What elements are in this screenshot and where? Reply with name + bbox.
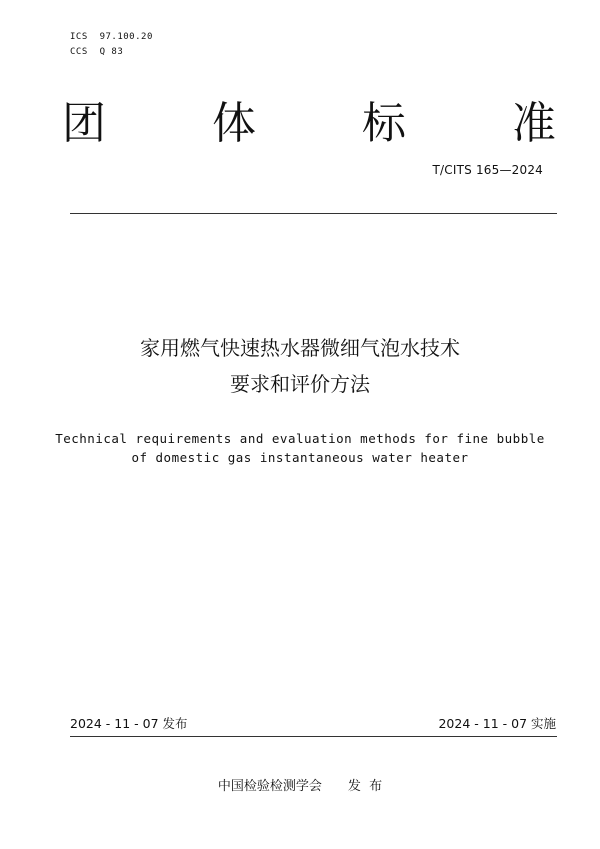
publisher-line (0, 775, 600, 794)
chinese-title (0, 330, 600, 402)
ics-code: ICS 97.100.20 (70, 32, 153, 42)
ccs-code: CCS Q 83 (70, 47, 124, 57)
document-type-title (62, 96, 556, 152)
title-char-1: 团 (62, 98, 106, 149)
classification-codes (70, 30, 153, 60)
publisher-action: 发 布 (347, 779, 383, 794)
issue-date: 2024 - 11 - 07 发布 (70, 716, 188, 731)
chinese-title-line-1: 家用燃气快速热水器微细气泡水技术 (140, 336, 460, 360)
bottom-divider (70, 736, 557, 737)
title-char-3: 标 (362, 98, 406, 149)
top-divider (70, 213, 557, 214)
chinese-title-line-2: 要求和评价方法 (230, 372, 370, 396)
title-char-2: 体 (212, 98, 256, 149)
standard-number: T/CITS 165—2024 (432, 163, 543, 177)
english-title-line-2: of domestic gas instantaneous water heater (131, 450, 469, 465)
english-title-line-1: Technical requirements and evaluation methods for fine bubble (55, 431, 545, 446)
publisher-name: 中国检验检测学会 (217, 779, 322, 794)
implementation-date: 2024 - 11 - 07 实施 (438, 716, 556, 731)
english-title (0, 429, 600, 467)
title-char-4: 准 (512, 98, 556, 149)
